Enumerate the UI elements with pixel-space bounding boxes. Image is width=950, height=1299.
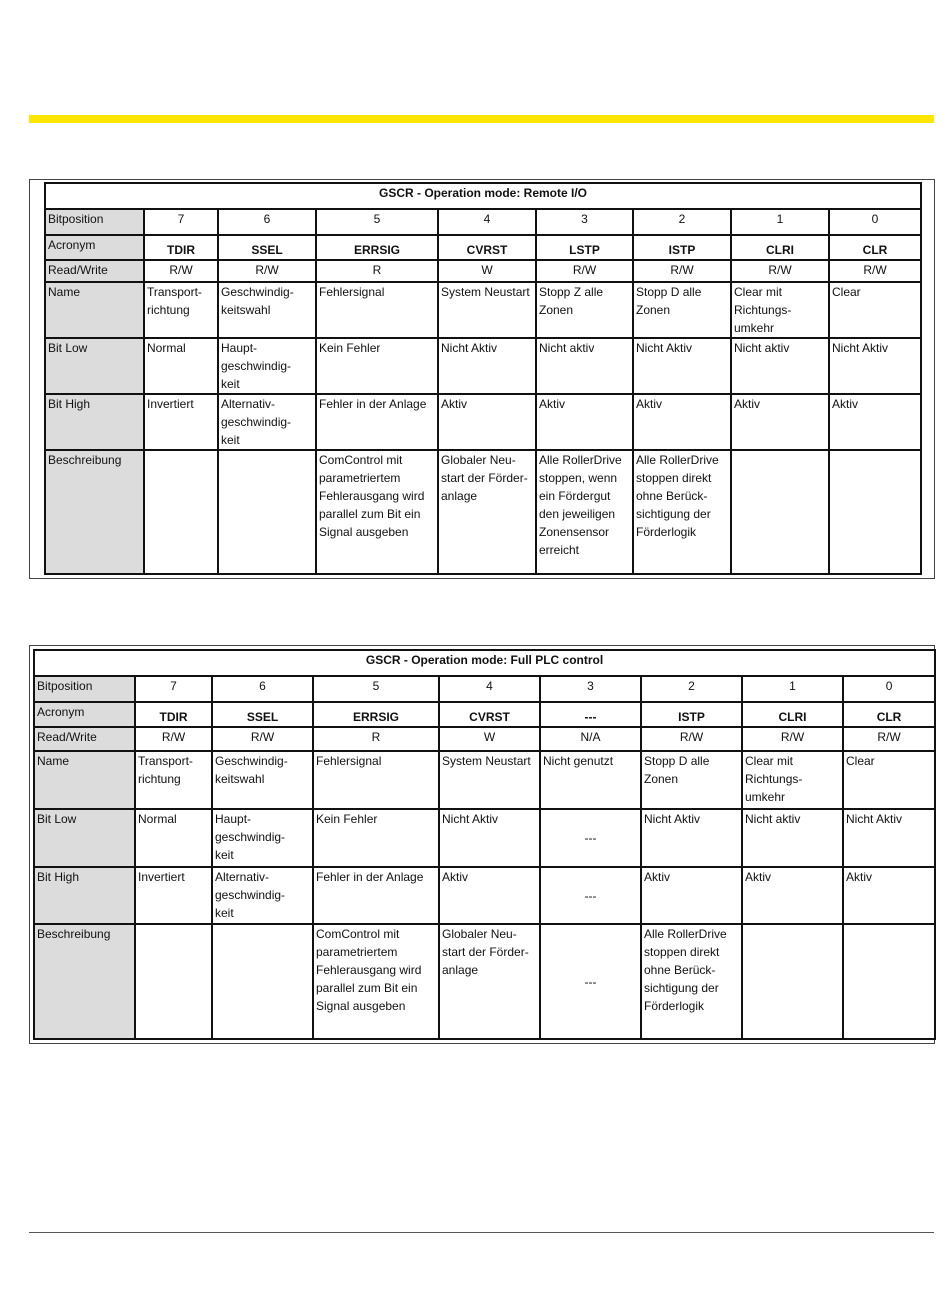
bithigh-cell: Aktiv xyxy=(439,867,540,924)
beschreibung-cell: Globaler Neu- start der Förder- anlage xyxy=(439,924,540,1039)
beschreibung-cell: Alle RollerDrive stoppen direkt ohne Berück- sichtigung der Förderlogik xyxy=(633,450,731,574)
table-title: GSCR - Operation mode: Remote I/O xyxy=(45,183,921,209)
bithigh-cell: Invertiert xyxy=(144,394,218,450)
readwrite-cell: R xyxy=(316,260,438,282)
readwrite-cell: R/W xyxy=(536,260,633,282)
bitlow-cell: Kein Fehler xyxy=(313,809,439,867)
bithigh-cell: Fehler in der Anlage xyxy=(313,867,439,924)
bitlow-cell: Nicht Aktiv xyxy=(843,809,935,867)
beschreibung-row xyxy=(45,450,921,574)
acronym-cell: SSEL xyxy=(212,702,313,727)
bitlow-cell: Nicht Aktiv xyxy=(641,809,742,867)
beschreibung-cell: Globaler Neu- start der Förder- anlage xyxy=(438,450,536,574)
beschreibung-cell xyxy=(212,924,313,1039)
readwrite-cell: R/W xyxy=(218,260,316,282)
row-label-name: Name xyxy=(45,282,144,338)
bitlow-cell: Kein Fehler xyxy=(316,338,438,394)
name-cell: Nicht genutzt xyxy=(540,751,641,809)
bithigh-row xyxy=(45,394,921,450)
acronym-cell: CLRI xyxy=(731,235,829,260)
bithigh-row xyxy=(34,867,935,924)
readwrite-cell: W xyxy=(438,260,536,282)
acronym-cell: --- xyxy=(540,702,641,727)
row-label-bitlow: Bit Low xyxy=(45,338,144,394)
readwrite-cell: R xyxy=(313,727,439,751)
beschreibung-cell: Alle RollerDrive stoppen direkt ohne Berück- sichtigung der Förderlogik xyxy=(641,924,742,1039)
beschreibung-cell xyxy=(144,450,218,574)
bithigh-cell: Aktiv xyxy=(641,867,742,924)
beschreibung-cell: Alle RollerDrive stoppen, wenn ein Fördergut den jeweiligen Zonensensor erreicht xyxy=(536,450,633,574)
acronym-cell: ISTP xyxy=(633,235,731,260)
name-cell: System Neustart xyxy=(439,751,540,809)
readwrite-cell: R/W xyxy=(829,260,921,282)
row-label-bithigh: Bit High xyxy=(34,867,135,924)
row-label-name: Name xyxy=(34,751,135,809)
readwrite-cell: W xyxy=(439,727,540,751)
bitlow-cell: Normal xyxy=(135,809,212,867)
bitposition-cell: 0 xyxy=(843,676,935,702)
bitposition-cell: 6 xyxy=(212,676,313,702)
bitposition-cell: 2 xyxy=(641,676,742,702)
readwrite-cell: R/W xyxy=(731,260,829,282)
acronym-cell: CLRI xyxy=(742,702,843,727)
bitposition-cell: 5 xyxy=(313,676,439,702)
bithigh-cell: Aktiv xyxy=(731,394,829,450)
name-row xyxy=(45,282,921,338)
bitlow-cell: Nicht Aktiv xyxy=(633,338,731,394)
bitposition-cell: 4 xyxy=(439,676,540,702)
name-cell: Transport- richtung xyxy=(135,751,212,809)
beschreibung-cell: ComControl mit parametriertem Fehlerausgang wird parallel zum Bit ein Signal ausgeben xyxy=(313,924,439,1039)
name-cell: Transport- richtung xyxy=(144,282,218,338)
bitlow-cell: Normal xyxy=(144,338,218,394)
readwrite-cell: R/W xyxy=(742,727,843,751)
readwrite-row xyxy=(34,727,935,751)
bitlow-cell: Nicht aktiv xyxy=(742,809,843,867)
register-table-remote-io xyxy=(44,182,922,575)
acronym-cell: ERRSIG xyxy=(313,702,439,727)
acronym-cell: SSEL xyxy=(218,235,316,260)
name-row xyxy=(34,751,935,809)
readwrite-cell: R/W xyxy=(641,727,742,751)
bitposition-cell: 6 xyxy=(218,209,316,235)
bitlow-cell: Nicht Aktiv xyxy=(439,809,540,867)
name-cell: Geschwindig- keitswahl xyxy=(218,282,316,338)
bitlow-cell: --- xyxy=(540,809,641,867)
bithigh-cell: Aktiv xyxy=(843,867,935,924)
readwrite-row xyxy=(45,260,921,282)
table-frame-full-plc xyxy=(29,645,935,1044)
bithigh-cell: --- xyxy=(540,867,641,924)
acronym-cell: TDIR xyxy=(144,235,218,260)
bitlow-row xyxy=(34,809,935,867)
readwrite-cell: R/W xyxy=(212,727,313,751)
beschreibung-cell xyxy=(829,450,921,574)
readwrite-cell: N/A xyxy=(540,727,641,751)
readwrite-cell: R/W xyxy=(843,727,935,751)
readwrite-cell: R/W xyxy=(633,260,731,282)
bitlow-cell: Haupt- geschwindig- keit xyxy=(212,809,313,867)
name-cell: Fehlersignal xyxy=(316,282,438,338)
acronym-cell: ISTP xyxy=(641,702,742,727)
row-label-acronym: Acronym xyxy=(34,702,135,727)
bitposition-row xyxy=(45,209,921,235)
name-cell: Geschwindig- keitswahl xyxy=(212,751,313,809)
row-label-readwrite: Read/Write xyxy=(34,727,135,751)
bitlow-cell: Nicht Aktiv xyxy=(829,338,921,394)
acronym-cell: LSTP xyxy=(536,235,633,260)
bitposition-cell: 7 xyxy=(135,676,212,702)
bitlow-cell: Nicht aktiv xyxy=(536,338,633,394)
row-label-beschreibung: Beschreibung xyxy=(45,450,144,574)
bithigh-cell: Invertiert xyxy=(135,867,212,924)
bitposition-cell: 3 xyxy=(540,676,641,702)
acronym-cell: CVRST xyxy=(439,702,540,727)
bitlow-cell: Nicht Aktiv xyxy=(438,338,536,394)
bithigh-cell: Alternativ- geschwindig- keit xyxy=(218,394,316,450)
bitposition-cell: 2 xyxy=(633,209,731,235)
name-cell: Stopp D alle Zonen xyxy=(633,282,731,338)
beschreibung-row xyxy=(34,924,935,1039)
header-accent-bar xyxy=(29,115,934,123)
title-row xyxy=(34,650,935,676)
bitlow-cell: Nicht aktiv xyxy=(731,338,829,394)
row-label-acronym: Acronym xyxy=(45,235,144,260)
readwrite-cell: R/W xyxy=(135,727,212,751)
beschreibung-cell: ComControl mit parametriertem Fehlerausgang wird parallel zum Bit ein Signal ausgeben xyxy=(316,450,438,574)
row-label-bithigh: Bit High xyxy=(45,394,144,450)
bitlow-cell: Haupt- geschwindig- keit xyxy=(218,338,316,394)
table-title: GSCR - Operation mode: Full PLC control xyxy=(34,650,935,676)
bitposition-cell: 3 xyxy=(536,209,633,235)
acronym-cell: CLR xyxy=(829,235,921,260)
acronym-cell: ERRSIG xyxy=(316,235,438,260)
name-cell: System Neustart xyxy=(438,282,536,338)
row-label-bitposition: Bitposition xyxy=(45,209,144,235)
acronym-row xyxy=(34,702,935,727)
beschreibung-cell xyxy=(731,450,829,574)
name-cell: Clear mit Richtungs- umkehr xyxy=(731,282,829,338)
row-label-readwrite: Read/Write xyxy=(45,260,144,282)
row-label-bitlow: Bit Low xyxy=(34,809,135,867)
bitlow-row xyxy=(45,338,921,394)
row-label-beschreibung: Beschreibung xyxy=(34,924,135,1039)
beschreibung-cell xyxy=(843,924,935,1039)
bithigh-cell: Alternativ- geschwindig- keit xyxy=(212,867,313,924)
title-row xyxy=(45,183,921,209)
bithigh-cell: Aktiv xyxy=(742,867,843,924)
bitposition-cell: 4 xyxy=(438,209,536,235)
bithigh-cell: Fehler in der Anlage xyxy=(316,394,438,450)
table-frame-remote-io xyxy=(29,179,935,579)
footer-divider xyxy=(29,1232,934,1233)
acronym-cell: TDIR xyxy=(135,702,212,727)
name-cell: Stopp Z alle Zonen xyxy=(536,282,633,338)
bithigh-cell: Aktiv xyxy=(536,394,633,450)
bithigh-cell: Aktiv xyxy=(438,394,536,450)
beschreibung-cell xyxy=(135,924,212,1039)
bitposition-row xyxy=(34,676,935,702)
register-table-full-plc xyxy=(33,649,936,1040)
name-cell: Clear xyxy=(843,751,935,809)
name-cell: Clear mit Richtungs- umkehr xyxy=(742,751,843,809)
acronym-cell: CVRST xyxy=(438,235,536,260)
bithigh-cell: Aktiv xyxy=(633,394,731,450)
acronym-row xyxy=(45,235,921,260)
bitposition-cell: 5 xyxy=(316,209,438,235)
bitposition-cell: 1 xyxy=(742,676,843,702)
acronym-cell: CLR xyxy=(843,702,935,727)
bitposition-cell: 1 xyxy=(731,209,829,235)
beschreibung-cell xyxy=(742,924,843,1039)
bitposition-cell: 0 xyxy=(829,209,921,235)
readwrite-cell: R/W xyxy=(144,260,218,282)
name-cell: Clear xyxy=(829,282,921,338)
row-label-bitposition: Bitposition xyxy=(34,676,135,702)
name-cell: Stopp D alle Zonen xyxy=(641,751,742,809)
beschreibung-cell xyxy=(218,450,316,574)
name-cell: Fehlersignal xyxy=(313,751,439,809)
beschreibung-cell: --- xyxy=(540,924,641,1039)
bitposition-cell: 7 xyxy=(144,209,218,235)
bithigh-cell: Aktiv xyxy=(829,394,921,450)
